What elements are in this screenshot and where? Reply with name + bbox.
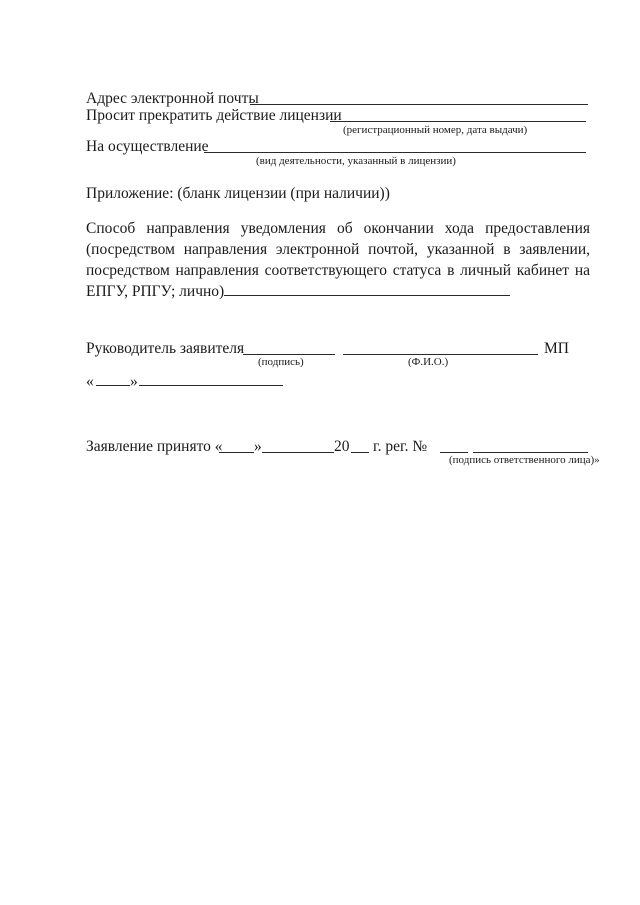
accepted-year-line [351, 452, 369, 453]
stamp-label: МП [544, 340, 569, 357]
notification-field-line [224, 281, 510, 296]
notification-method-paragraph [86, 218, 590, 302]
registration-number-label: г. рег. № [373, 438, 428, 455]
head-of-applicant-label: Руководитель заявителя [86, 340, 245, 357]
day-line [96, 385, 130, 386]
date-open-quote: « [86, 373, 94, 390]
signature-line [243, 354, 335, 355]
accepted-year-prefix: 20 [334, 438, 350, 455]
notification-line-4: ЕПГУ, РПГУ; лично) [86, 283, 225, 300]
full-name-hint: (Ф.И.О.) [408, 356, 449, 368]
responsible-signature-hint: (подпись ответственного лица)» [449, 454, 600, 466]
attachment-text: Приложение: (бланк лицензии (при наличии)) [86, 185, 390, 202]
email-field-line [250, 104, 588, 105]
responsible-signature-line [473, 452, 588, 453]
accepted-day-line [219, 452, 254, 453]
accepted-month-line [262, 452, 334, 453]
full-name-line [343, 354, 538, 355]
activity-label: На осуществление [86, 138, 209, 155]
registration-number-line [440, 452, 468, 453]
notification-line-1: Способ направления уведомления об окончании хода предоставления [86, 220, 590, 237]
license-number-line [330, 121, 586, 122]
accepted-close-quote: » [254, 438, 262, 455]
activity-field-line [204, 152, 586, 153]
month-line [139, 385, 283, 386]
email-label: Адрес электронной почты [86, 90, 259, 107]
license-number-hint: (регистрационный номер, дата выдачи) [343, 124, 528, 136]
activity-hint: (вид деятельности, указанный в лицензии) [256, 155, 456, 167]
notification-line-3: посредством направления соответствующего статуса в личный кабинет на [86, 262, 590, 279]
terminate-license-label: Просит прекратить действие лицензии [86, 107, 342, 124]
signature-hint: (подпись) [258, 356, 304, 368]
accepted-label: Заявление принято « [86, 438, 223, 455]
date-close-quote: » [130, 373, 138, 390]
notification-line-2: (посредством направления электронной почтой, указанной в заявлении, [86, 241, 590, 258]
